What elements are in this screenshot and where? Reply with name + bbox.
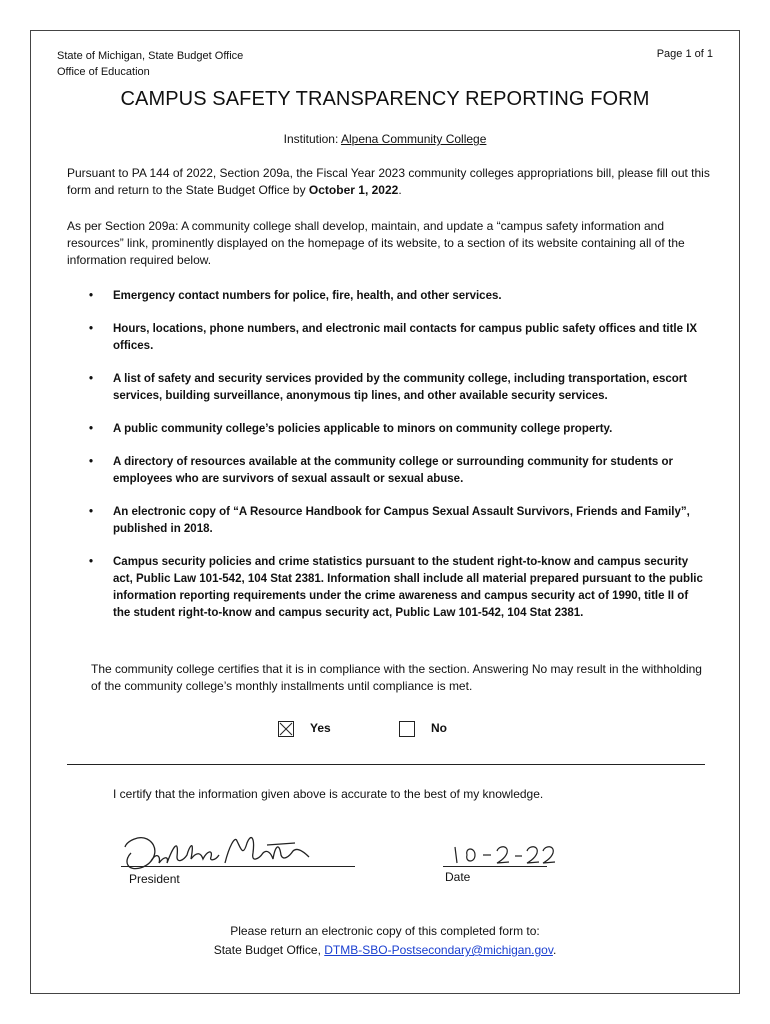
yes-checkbox[interactable] — [278, 721, 294, 737]
intro-text: Pursuant to PA 144 of 2022, Section 209a, the Fiscal Year 2023 community colleges appropriations bill, please fill out this form and return to the State Budget Office by — [67, 166, 710, 197]
form-title: CAMPUS SAFETY TRANSPARENCY REPORTING FORM — [120, 88, 650, 110]
yes-label: Yes — [310, 721, 331, 736]
bullet-mark: • — [89, 556, 94, 568]
agency-line-1: State of Michigan, State Budget Office — [57, 50, 244, 62]
compliance-paragraph: The community college certifies that it is in compliance with the section. Answering No may result in the withholding of the community college’s monthly installments until compliance is met. — [91, 662, 702, 693]
date-line — [443, 866, 547, 867]
section-paragraph: As per Section 209a: A community college shall develop, maintain, and update a “campus safety information and resources” link, prominently displayed on the homepage of its website, to a section of its website containing all of the information required below. — [67, 219, 685, 267]
bullet-mark: • — [89, 423, 94, 435]
requirement-item — [87, 504, 707, 538]
requirement-text: Hours, locations, phone numbers, and electronic mail contacts for campus public safety offices and title IX offices. — [113, 323, 698, 352]
institution-name: Alpena Community College — [340, 132, 487, 146]
institution-label: Institution: — [283, 132, 341, 146]
handwritten-signature — [117, 827, 317, 875]
requirement-text: A directory of resources available at the community college or surrounding community for students or employees who are survivors of sexual assault or sexual abuse. — [113, 456, 673, 485]
requirement-item — [87, 321, 707, 355]
intro-deadline: October 1, 2022 — [308, 183, 399, 197]
bullet-mark: • — [89, 373, 94, 385]
intro-paragraph — [67, 165, 717, 199]
yes-option[interactable] — [278, 721, 331, 737]
checked-x-icon — [279, 722, 293, 736]
no-checkbox[interactable] — [399, 721, 415, 737]
bullet-mark: • — [89, 323, 94, 335]
bullet-mark: • — [89, 290, 94, 302]
requirement-item — [87, 554, 707, 622]
signature-line — [121, 866, 355, 867]
requirement-text: An electronic copy of “A Resource Handbook for Campus Sexual Assault Survivors, Friends and Family”, published in 2018. — [113, 506, 690, 535]
requirement-text: Emergency contact numbers for police, fire, health, and other services. — [113, 290, 502, 302]
no-label: No — [431, 721, 447, 736]
requirement-item — [87, 288, 707, 305]
email-link[interactable]: DTMB-SBO-Postsecondary@michigan.gov — [324, 943, 553, 957]
bullet-mark: • — [89, 506, 94, 518]
footer-suffix: . — [552, 943, 557, 957]
agency-line-2: Office of Education — [57, 66, 150, 78]
requirement-item — [87, 454, 707, 488]
bullet-mark: • — [89, 456, 94, 468]
form-page — [30, 30, 740, 994]
requirement-text: A list of safety and security services provided by the community college, including transportation, escort services, building surveillance, anonymous tip lines, and other available security services. — [113, 373, 688, 402]
requirement-text: Campus security policies and crime statistics pursuant to the student right-to-know and campus security act, Public Law 101-542, 104 Stat 2381. Information shall include all material prepared pursuant to the public information reporting requirements under the crime awareness and campus security act of 1990, title II of the student right-to-know and campus security act, Public Law 101-542, 104 Stat 2381. — [113, 556, 703, 619]
footer-line-2 — [31, 941, 739, 960]
date-label: Date — [445, 870, 471, 884]
footer-line-1: Please return an electronic copy of this completed form to: — [230, 924, 540, 938]
signature-label: President — [129, 872, 180, 886]
return-instructions — [31, 922, 739, 960]
requirements-list — [87, 288, 707, 638]
handwritten-date — [451, 841, 561, 867]
section-divider — [67, 764, 705, 765]
intro-end: . — [398, 183, 402, 197]
requirement-text: A public community college’s policies applicable to minors on community college property. — [113, 423, 613, 435]
institution-line — [31, 132, 739, 146]
page-number: Page 1 of 1 — [656, 48, 713, 60]
requirement-item — [87, 371, 707, 405]
no-option[interactable] — [399, 721, 447, 737]
agency-header — [57, 48, 243, 80]
footer-prefix: State Budget Office, — [213, 943, 325, 957]
requirement-item — [87, 421, 707, 438]
certify-statement: I certify that the information given above is accurate to the best of my knowledge. — [113, 787, 544, 801]
